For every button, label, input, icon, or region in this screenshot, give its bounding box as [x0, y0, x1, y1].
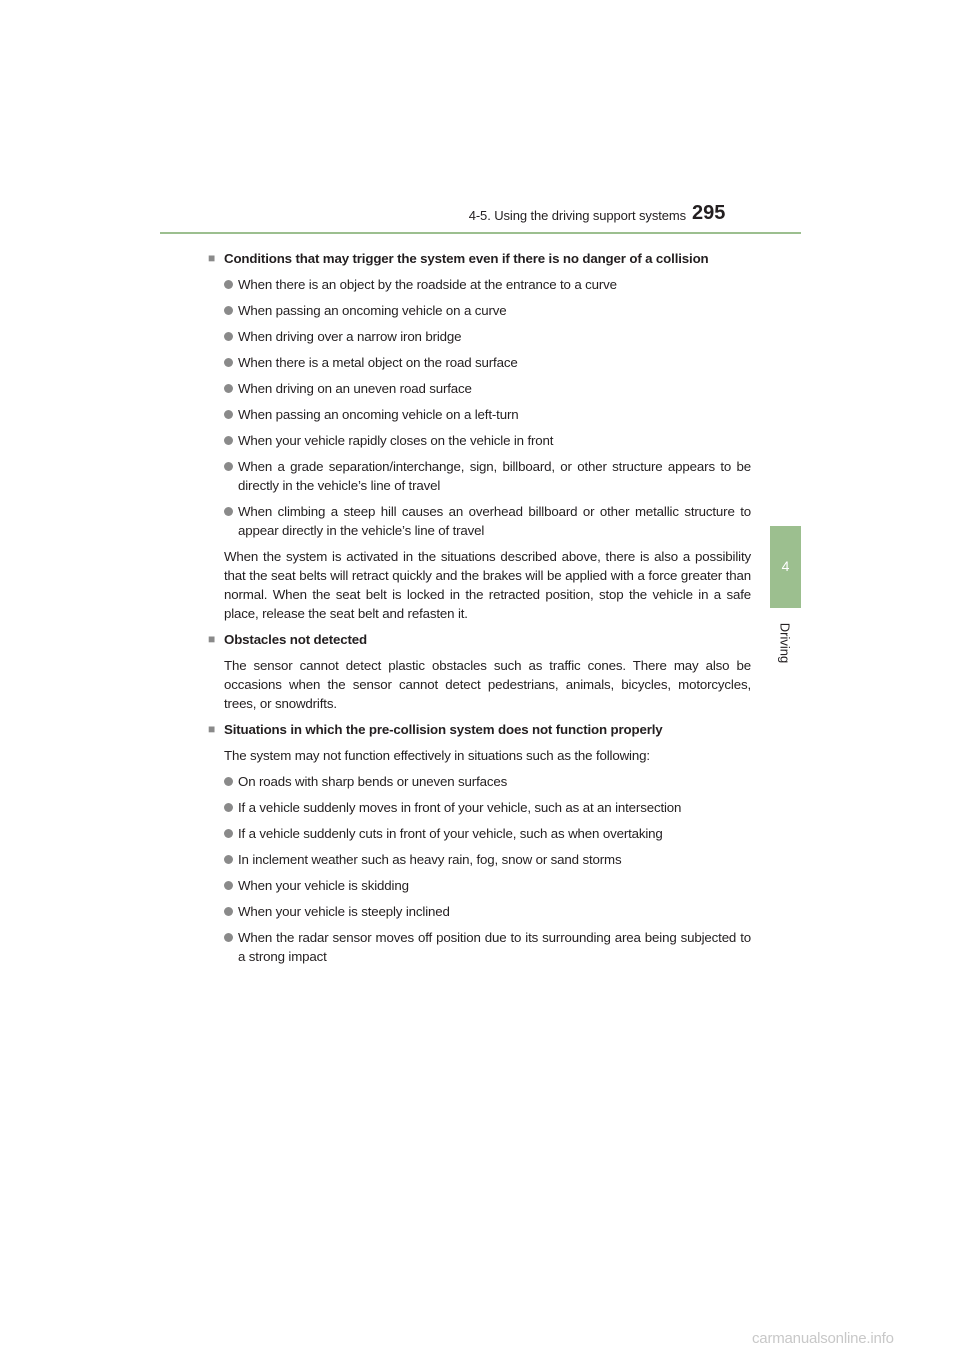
list-item	[211, 275, 751, 294]
round-bullet-icon	[224, 933, 233, 942]
list-item-text: When there is an object by the roadside at the entrance to a curve	[238, 277, 617, 292]
round-bullet-icon	[224, 803, 233, 812]
list-item	[211, 457, 751, 495]
header-rule	[160, 232, 801, 234]
section-heading-text: Situations in which the pre-collision system does not function properly	[224, 722, 663, 737]
list-item	[211, 902, 751, 921]
list-item-text: When your vehicle is steeply inclined	[238, 904, 450, 919]
list-item-text: When climbing a steep hill causes an overhead billboard or other metallic structure to appear directly in the vehicle’s line of travel	[238, 504, 751, 538]
list-item-text: When the radar sensor moves off position due to its surrounding area being subjected to a strong impact	[238, 930, 751, 964]
list-item-text: When driving on an uneven road surface	[238, 381, 472, 396]
watermark: carmanualsonline.info	[752, 1330, 894, 1347]
list-item	[211, 850, 751, 869]
section-heading	[208, 720, 751, 739]
list-item-text: When there is a metal object on the road surface	[238, 355, 518, 370]
round-bullet-icon	[224, 462, 233, 471]
list-item-text: If a vehicle suddenly cuts in front of your vehicle, such as when overtaking	[238, 826, 663, 841]
square-bullet-icon: ■	[208, 251, 216, 265]
round-bullet-icon	[224, 358, 233, 367]
list-item-text: On roads with sharp bends or uneven surfaces	[238, 774, 508, 789]
list-item	[211, 379, 751, 398]
round-bullet-icon	[224, 280, 233, 289]
round-bullet-icon	[224, 907, 233, 916]
section-heading-text: Conditions that may trigger the system even if there is no danger of a collision	[224, 251, 709, 266]
round-bullet-icon	[224, 410, 233, 419]
list-item	[211, 824, 751, 843]
round-bullet-icon	[224, 306, 233, 315]
list-item-text: When your vehicle rapidly closes on the vehicle in front	[238, 433, 554, 448]
section-heading	[208, 630, 751, 649]
round-bullet-icon	[224, 332, 233, 341]
round-bullet-icon	[224, 507, 233, 516]
list-item	[211, 876, 751, 895]
list-item-text: When passing an oncoming vehicle on a left-turn	[238, 407, 519, 422]
list-item-text: When driving over a narrow iron bridge	[238, 329, 462, 344]
list-item-text: When your vehicle is skidding	[238, 878, 409, 893]
section-heading-text: Obstacles not detected	[224, 632, 368, 647]
list-item	[211, 301, 751, 320]
list-item-text: When a grade separation/interchange, sign, billboard, or other structure appears to be directly in the vehicle’s line of travel	[238, 459, 751, 493]
list-item	[211, 353, 751, 372]
round-bullet-icon	[224, 829, 233, 838]
list-item	[211, 798, 751, 817]
square-bullet-icon: ■	[208, 632, 216, 646]
square-bullet-icon: ■	[208, 722, 216, 736]
chapter-number: 4	[781, 558, 790, 574]
round-bullet-icon	[224, 436, 233, 445]
list-item	[211, 327, 751, 346]
list-item-text: In inclement weather such as heavy rain, fog, snow or sand storms	[238, 852, 622, 867]
list-item	[211, 502, 751, 540]
page-content	[208, 243, 751, 973]
body-paragraph: The sensor cannot detect plastic obstacles such as traffic cones. There may also be occasions when the sensor cannot detect pedestrians, animals, bicycles, motorcycles, trees, or snowdrifts.	[224, 658, 751, 711]
list-item	[211, 431, 751, 450]
round-bullet-icon	[224, 384, 233, 393]
round-bullet-icon	[224, 855, 233, 864]
round-bullet-icon	[224, 881, 233, 890]
list-item	[211, 405, 751, 424]
body-paragraph: When the system is activated in the situations described above, there is also a possibility that the seat belts will retract quickly and the brakes will be applied with a force greater than normal. When the seat belt is locked in the retracted position, stop the vehicle in a safe place, release the seat belt and refasten it.	[224, 549, 751, 621]
list-item	[211, 928, 751, 966]
header-section-title: 4-5. Using the driving support systems	[468, 208, 686, 223]
section-heading	[208, 249, 751, 268]
list-item-text: If a vehicle suddenly moves in front of your vehicle, such as at an intersection	[238, 800, 682, 815]
chapter-name: Driving	[777, 622, 793, 664]
list-item-text: When passing an oncoming vehicle on a curve	[238, 303, 507, 318]
body-paragraph: The system may not function effectively in situations such as the following:	[224, 748, 650, 763]
round-bullet-icon	[224, 777, 233, 786]
list-item	[211, 772, 751, 791]
page-number: 295	[692, 202, 726, 224]
